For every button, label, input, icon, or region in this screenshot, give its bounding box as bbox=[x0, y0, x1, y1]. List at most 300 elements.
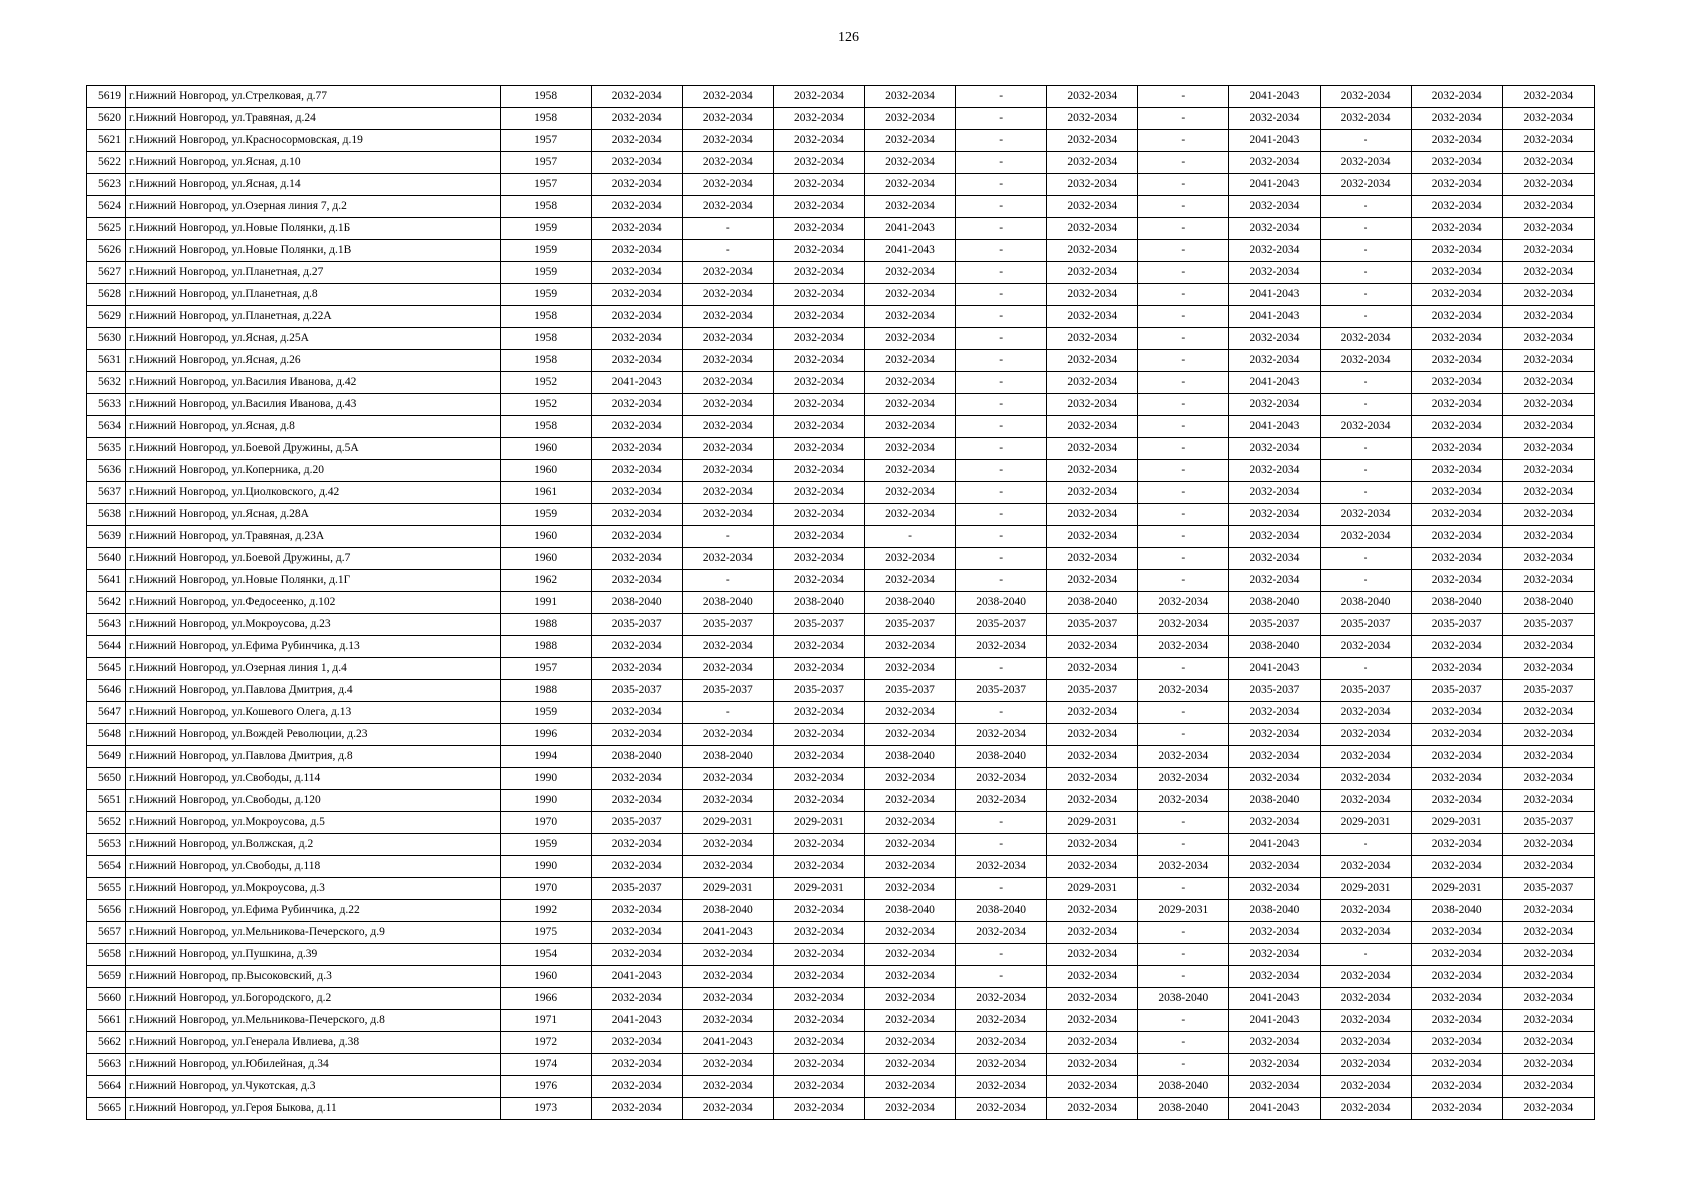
housing-repair-schedule-table bbox=[86, 85, 1595, 1120]
cell-period-1: 2038-2040 bbox=[591, 746, 682, 768]
cell-period-1: 2032-2034 bbox=[591, 284, 682, 306]
cell-period-8: 2032-2034 bbox=[1229, 394, 1320, 416]
cell-period-6: 2032-2034 bbox=[1047, 196, 1138, 218]
cell-period-2: 2032-2034 bbox=[682, 86, 773, 108]
cell-period-11: 2032-2034 bbox=[1502, 416, 1594, 438]
cell-period-9: - bbox=[1320, 306, 1411, 328]
cell-period-4: 2035-2037 bbox=[864, 614, 955, 636]
cell-address: г.Нижний Новгород, ул.Планетная, д.22А bbox=[126, 306, 500, 328]
cell-address: г.Нижний Новгород, ул.Ясная, д.14 bbox=[126, 174, 500, 196]
cell-period-10: 2032-2034 bbox=[1411, 570, 1502, 592]
cell-period-10: 2032-2034 bbox=[1411, 196, 1502, 218]
cell-period-8: 2032-2034 bbox=[1229, 570, 1320, 592]
cell-period-9: - bbox=[1320, 658, 1411, 680]
table-row bbox=[87, 856, 1595, 878]
cell-period-8: 2041-2043 bbox=[1229, 834, 1320, 856]
cell-address: г.Нижний Новгород, ул.Новые Полянки, д.1В bbox=[126, 240, 500, 262]
cell-row-number: 5653 bbox=[87, 834, 126, 856]
table-row bbox=[87, 372, 1595, 394]
cell-period-7: - bbox=[1138, 1032, 1229, 1054]
cell-period-8: 2032-2034 bbox=[1229, 482, 1320, 504]
cell-period-1: 2032-2034 bbox=[591, 416, 682, 438]
cell-address: г.Нижний Новгород, ул.Травяная, д.24 bbox=[126, 108, 500, 130]
cell-period-5: - bbox=[956, 350, 1047, 372]
cell-period-10: 2032-2034 bbox=[1411, 174, 1502, 196]
cell-row-number: 5631 bbox=[87, 350, 126, 372]
cell-period-5: 2032-2034 bbox=[956, 1076, 1047, 1098]
cell-period-3: 2032-2034 bbox=[773, 284, 864, 306]
cell-period-1: 2032-2034 bbox=[591, 658, 682, 680]
cell-period-3: 2032-2034 bbox=[773, 636, 864, 658]
cell-period-6: 2029-2031 bbox=[1047, 878, 1138, 900]
cell-period-6: 2032-2034 bbox=[1047, 152, 1138, 174]
cell-period-9: 2032-2034 bbox=[1320, 152, 1411, 174]
cell-address: г.Нижний Новгород, ул.Мокроусова, д.5 bbox=[126, 812, 500, 834]
cell-period-1: 2041-2043 bbox=[591, 372, 682, 394]
cell-period-5: - bbox=[956, 218, 1047, 240]
cell-period-2: 2041-2043 bbox=[682, 922, 773, 944]
cell-period-8: 2032-2034 bbox=[1229, 812, 1320, 834]
cell-period-3: 2029-2031 bbox=[773, 812, 864, 834]
cell-period-10: 2032-2034 bbox=[1411, 922, 1502, 944]
cell-year-built: 1991 bbox=[500, 592, 591, 614]
cell-address: г.Нижний Новгород, ул.Боевой Дружины, д.5А bbox=[126, 438, 500, 460]
cell-period-11: 2032-2034 bbox=[1502, 548, 1594, 570]
cell-period-7: - bbox=[1138, 240, 1229, 262]
cell-period-9: 2032-2034 bbox=[1320, 790, 1411, 812]
table-row bbox=[87, 416, 1595, 438]
cell-row-number: 5650 bbox=[87, 768, 126, 790]
cell-address: г.Нижний Новгород, ул.Ясная, д.25А bbox=[126, 328, 500, 350]
cell-period-3: 2032-2034 bbox=[773, 988, 864, 1010]
cell-year-built: 1959 bbox=[500, 702, 591, 724]
cell-period-6: 2032-2034 bbox=[1047, 790, 1138, 812]
cell-period-9: 2029-2031 bbox=[1320, 878, 1411, 900]
cell-year-built: 1996 bbox=[500, 724, 591, 746]
cell-period-11: 2032-2034 bbox=[1502, 130, 1594, 152]
cell-period-10: 2032-2034 bbox=[1411, 834, 1502, 856]
cell-period-9: 2032-2034 bbox=[1320, 86, 1411, 108]
cell-period-1: 2032-2034 bbox=[591, 460, 682, 482]
cell-period-7: - bbox=[1138, 944, 1229, 966]
cell-period-9: 2032-2034 bbox=[1320, 504, 1411, 526]
cell-year-built: 1957 bbox=[500, 152, 591, 174]
cell-year-built: 1959 bbox=[500, 262, 591, 284]
cell-period-7: - bbox=[1138, 504, 1229, 526]
cell-address: г.Нижний Новгород, ул.Мельникова-Печерского, д.9 bbox=[126, 922, 500, 944]
cell-address: г.Нижний Новгород, ул.Планетная, д.27 bbox=[126, 262, 500, 284]
cell-year-built: 1958 bbox=[500, 350, 591, 372]
cell-period-2: 2032-2034 bbox=[682, 1076, 773, 1098]
cell-period-5: 2038-2040 bbox=[956, 746, 1047, 768]
cell-period-11: 2032-2034 bbox=[1502, 306, 1594, 328]
cell-period-11: 2032-2034 bbox=[1502, 702, 1594, 724]
cell-year-built: 1974 bbox=[500, 1054, 591, 1076]
cell-row-number: 5632 bbox=[87, 372, 126, 394]
cell-period-4: 2032-2034 bbox=[864, 768, 955, 790]
cell-row-number: 5641 bbox=[87, 570, 126, 592]
cell-period-2: 2029-2031 bbox=[682, 812, 773, 834]
cell-period-4: 2032-2034 bbox=[864, 108, 955, 130]
cell-period-2: 2032-2034 bbox=[682, 768, 773, 790]
cell-period-9: - bbox=[1320, 460, 1411, 482]
cell-period-6: 2032-2034 bbox=[1047, 526, 1138, 548]
cell-year-built: 1957 bbox=[500, 174, 591, 196]
cell-period-7: - bbox=[1138, 460, 1229, 482]
cell-period-1: 2032-2034 bbox=[591, 724, 682, 746]
cell-period-9: 2032-2034 bbox=[1320, 702, 1411, 724]
table-row bbox=[87, 812, 1595, 834]
cell-period-1: 2038-2040 bbox=[591, 592, 682, 614]
cell-period-6: 2032-2034 bbox=[1047, 856, 1138, 878]
cell-period-1: 2032-2034 bbox=[591, 1076, 682, 1098]
cell-period-6: 2029-2031 bbox=[1047, 812, 1138, 834]
cell-period-6: 2032-2034 bbox=[1047, 658, 1138, 680]
cell-period-11: 2032-2034 bbox=[1502, 218, 1594, 240]
cell-period-6: 2032-2034 bbox=[1047, 768, 1138, 790]
cell-period-5: - bbox=[956, 460, 1047, 482]
cell-period-2: 2032-2034 bbox=[682, 658, 773, 680]
cell-address: г.Нижний Новгород, ул.Богородского, д.2 bbox=[126, 988, 500, 1010]
cell-period-4: 2032-2034 bbox=[864, 944, 955, 966]
cell-period-5: 2032-2034 bbox=[956, 636, 1047, 658]
cell-period-8: 2032-2034 bbox=[1229, 438, 1320, 460]
cell-period-5: - bbox=[956, 504, 1047, 526]
cell-period-6: 2032-2034 bbox=[1047, 1032, 1138, 1054]
cell-row-number: 5644 bbox=[87, 636, 126, 658]
cell-period-11: 2032-2034 bbox=[1502, 504, 1594, 526]
cell-period-7: 2038-2040 bbox=[1138, 988, 1229, 1010]
cell-period-10: 2032-2034 bbox=[1411, 636, 1502, 658]
cell-period-4: 2032-2034 bbox=[864, 504, 955, 526]
table-row bbox=[87, 592, 1595, 614]
cell-address: г.Нижний Новгород, ул.Павлова Дмитрия, д.8 bbox=[126, 746, 500, 768]
cell-period-8: 2032-2034 bbox=[1229, 108, 1320, 130]
cell-period-10: 2032-2034 bbox=[1411, 724, 1502, 746]
cell-period-10: 2032-2034 bbox=[1411, 372, 1502, 394]
cell-period-4: 2032-2034 bbox=[864, 548, 955, 570]
cell-period-1: 2032-2034 bbox=[591, 262, 682, 284]
cell-period-1: 2032-2034 bbox=[591, 1054, 682, 1076]
cell-period-5: - bbox=[956, 306, 1047, 328]
cell-period-4: 2032-2034 bbox=[864, 1098, 955, 1120]
cell-period-4: 2032-2034 bbox=[864, 372, 955, 394]
cell-address: г.Нижний Новгород, ул.Озерная линия 1, д.4 bbox=[126, 658, 500, 680]
cell-row-number: 5629 bbox=[87, 306, 126, 328]
cell-period-3: 2032-2034 bbox=[773, 724, 864, 746]
cell-period-6: 2032-2034 bbox=[1047, 416, 1138, 438]
cell-period-11: 2032-2034 bbox=[1502, 526, 1594, 548]
cell-period-4: 2032-2034 bbox=[864, 1054, 955, 1076]
cell-period-2: 2032-2034 bbox=[682, 196, 773, 218]
cell-period-8: 2032-2034 bbox=[1229, 746, 1320, 768]
cell-period-9: - bbox=[1320, 570, 1411, 592]
table-row bbox=[87, 988, 1595, 1010]
cell-row-number: 5661 bbox=[87, 1010, 126, 1032]
cell-period-7: - bbox=[1138, 174, 1229, 196]
cell-period-10: 2032-2034 bbox=[1411, 988, 1502, 1010]
cell-period-11: 2032-2034 bbox=[1502, 482, 1594, 504]
cell-period-4: 2032-2034 bbox=[864, 636, 955, 658]
cell-address: г.Нижний Новгород, ул.Мокроусова, д.23 bbox=[126, 614, 500, 636]
table-row bbox=[87, 86, 1595, 108]
cell-row-number: 5624 bbox=[87, 196, 126, 218]
cell-period-2: 2032-2034 bbox=[682, 636, 773, 658]
cell-period-4: 2032-2034 bbox=[864, 284, 955, 306]
cell-period-10: 2032-2034 bbox=[1411, 86, 1502, 108]
cell-period-9: 2032-2034 bbox=[1320, 922, 1411, 944]
cell-period-1: 2041-2043 bbox=[591, 1010, 682, 1032]
table-row bbox=[87, 504, 1595, 526]
cell-period-7: - bbox=[1138, 570, 1229, 592]
cell-address: г.Нижний Новгород, ул.Ясная, д.28А bbox=[126, 504, 500, 526]
cell-period-9: 2032-2034 bbox=[1320, 966, 1411, 988]
cell-period-3: 2032-2034 bbox=[773, 152, 864, 174]
cell-period-6: 2032-2034 bbox=[1047, 988, 1138, 1010]
cell-period-6: 2032-2034 bbox=[1047, 460, 1138, 482]
cell-period-11: 2032-2034 bbox=[1502, 174, 1594, 196]
cell-period-2: - bbox=[682, 240, 773, 262]
cell-period-3: 2032-2034 bbox=[773, 1054, 864, 1076]
cell-period-2: 2032-2034 bbox=[682, 1010, 773, 1032]
cell-period-3: 2029-2031 bbox=[773, 878, 864, 900]
cell-period-2: 2035-2037 bbox=[682, 680, 773, 702]
cell-period-7: 2032-2034 bbox=[1138, 790, 1229, 812]
table-row bbox=[87, 1010, 1595, 1032]
cell-period-1: 2032-2034 bbox=[591, 438, 682, 460]
cell-period-1: 2032-2034 bbox=[591, 1098, 682, 1120]
cell-period-11: 2035-2037 bbox=[1502, 812, 1594, 834]
cell-row-number: 5654 bbox=[87, 856, 126, 878]
cell-period-2: 2032-2034 bbox=[682, 350, 773, 372]
cell-period-11: 2032-2034 bbox=[1502, 196, 1594, 218]
cell-period-7: 2032-2034 bbox=[1138, 768, 1229, 790]
cell-period-4: 2032-2034 bbox=[864, 702, 955, 724]
cell-period-9: 2032-2034 bbox=[1320, 1098, 1411, 1120]
cell-period-5: - bbox=[956, 966, 1047, 988]
cell-period-8: 2041-2043 bbox=[1229, 130, 1320, 152]
cell-period-5: - bbox=[956, 152, 1047, 174]
cell-period-2: 2032-2034 bbox=[682, 548, 773, 570]
cell-address: г.Нижний Новгород, ул.Вождей Революции, д.23 bbox=[126, 724, 500, 746]
cell-period-3: 2032-2034 bbox=[773, 350, 864, 372]
cell-period-10: 2032-2034 bbox=[1411, 768, 1502, 790]
cell-address: г.Нижний Новгород, ул.Циолковского, д.42 bbox=[126, 482, 500, 504]
cell-period-6: 2032-2034 bbox=[1047, 394, 1138, 416]
cell-period-4: 2032-2034 bbox=[864, 416, 955, 438]
cell-address: г.Нижний Новгород, ул.Ясная, д.10 bbox=[126, 152, 500, 174]
cell-row-number: 5633 bbox=[87, 394, 126, 416]
cell-period-8: 2038-2040 bbox=[1229, 790, 1320, 812]
cell-period-6: 2032-2034 bbox=[1047, 900, 1138, 922]
cell-period-4: 2032-2034 bbox=[864, 328, 955, 350]
cell-period-6: 2032-2034 bbox=[1047, 86, 1138, 108]
cell-period-11: 2032-2034 bbox=[1502, 658, 1594, 680]
cell-period-9: - bbox=[1320, 218, 1411, 240]
cell-row-number: 5642 bbox=[87, 592, 126, 614]
table-row bbox=[87, 262, 1595, 284]
cell-period-11: 2032-2034 bbox=[1502, 1054, 1594, 1076]
cell-period-2: 2032-2034 bbox=[682, 482, 773, 504]
cell-period-7: 2032-2034 bbox=[1138, 636, 1229, 658]
cell-year-built: 1960 bbox=[500, 438, 591, 460]
cell-address: г.Нижний Новгород, ул.Стрелковая, д.77 bbox=[126, 86, 500, 108]
cell-period-3: 2032-2034 bbox=[773, 416, 864, 438]
cell-period-3: 2032-2034 bbox=[773, 768, 864, 790]
cell-period-9: 2032-2034 bbox=[1320, 108, 1411, 130]
cell-period-6: 2032-2034 bbox=[1047, 174, 1138, 196]
table-row bbox=[87, 724, 1595, 746]
cell-address: г.Нижний Новгород, ул.Красносормовская, д.19 bbox=[126, 130, 500, 152]
cell-row-number: 5658 bbox=[87, 944, 126, 966]
table-row bbox=[87, 790, 1595, 812]
cell-period-10: 2035-2037 bbox=[1411, 680, 1502, 702]
page-number: 126 bbox=[838, 30, 859, 45]
cell-period-2: 2032-2034 bbox=[682, 460, 773, 482]
cell-period-8: 2041-2043 bbox=[1229, 416, 1320, 438]
cell-address: г.Нижний Новгород, ул.Василия Иванова, д.43 bbox=[126, 394, 500, 416]
cell-address: г.Нижний Новгород, ул.Волжская, д.2 bbox=[126, 834, 500, 856]
cell-row-number: 5639 bbox=[87, 526, 126, 548]
table-row bbox=[87, 460, 1595, 482]
cell-period-11: 2032-2034 bbox=[1502, 922, 1594, 944]
cell-row-number: 5663 bbox=[87, 1054, 126, 1076]
cell-period-11: 2032-2034 bbox=[1502, 240, 1594, 262]
cell-period-9: 2032-2034 bbox=[1320, 636, 1411, 658]
cell-year-built: 1988 bbox=[500, 636, 591, 658]
cell-period-1: 2035-2037 bbox=[591, 812, 682, 834]
cell-period-9: - bbox=[1320, 482, 1411, 504]
cell-period-8: 2041-2043 bbox=[1229, 284, 1320, 306]
cell-period-9: - bbox=[1320, 262, 1411, 284]
cell-year-built: 1958 bbox=[500, 416, 591, 438]
cell-year-built: 1994 bbox=[500, 746, 591, 768]
cell-period-7: - bbox=[1138, 1010, 1229, 1032]
cell-period-2: 2032-2034 bbox=[682, 306, 773, 328]
cell-period-1: 2032-2034 bbox=[591, 218, 682, 240]
cell-row-number: 5665 bbox=[87, 1098, 126, 1120]
cell-period-8: 2032-2034 bbox=[1229, 350, 1320, 372]
cell-period-7: - bbox=[1138, 218, 1229, 240]
cell-period-11: 2032-2034 bbox=[1502, 86, 1594, 108]
cell-row-number: 5619 bbox=[87, 86, 126, 108]
cell-period-10: 2038-2040 bbox=[1411, 592, 1502, 614]
cell-period-1: 2035-2037 bbox=[591, 878, 682, 900]
cell-address: г.Нижний Новгород, ул.Ефима Рубинчика, д.13 bbox=[126, 636, 500, 658]
cell-period-1: 2032-2034 bbox=[591, 636, 682, 658]
cell-period-6: 2032-2034 bbox=[1047, 922, 1138, 944]
cell-year-built: 1970 bbox=[500, 878, 591, 900]
cell-row-number: 5648 bbox=[87, 724, 126, 746]
cell-row-number: 5625 bbox=[87, 218, 126, 240]
cell-period-7: - bbox=[1138, 922, 1229, 944]
table-row bbox=[87, 1054, 1595, 1076]
cell-period-6: 2032-2034 bbox=[1047, 570, 1138, 592]
cell-row-number: 5622 bbox=[87, 152, 126, 174]
cell-period-2: 2032-2034 bbox=[682, 108, 773, 130]
cell-row-number: 5636 bbox=[87, 460, 126, 482]
cell-address: г.Нижний Новгород, ул.Федосеенко, д.102 bbox=[126, 592, 500, 614]
cell-period-3: 2032-2034 bbox=[773, 526, 864, 548]
cell-period-1: 2032-2034 bbox=[591, 768, 682, 790]
cell-period-3: 2032-2034 bbox=[773, 1098, 864, 1120]
table-row bbox=[87, 174, 1595, 196]
cell-period-11: 2032-2034 bbox=[1502, 790, 1594, 812]
cell-period-6: 2035-2037 bbox=[1047, 680, 1138, 702]
cell-row-number: 5627 bbox=[87, 262, 126, 284]
cell-period-9: - bbox=[1320, 438, 1411, 460]
cell-period-11: 2032-2034 bbox=[1502, 372, 1594, 394]
cell-year-built: 1971 bbox=[500, 1010, 591, 1032]
cell-period-8: 2035-2037 bbox=[1229, 614, 1320, 636]
cell-period-7: - bbox=[1138, 416, 1229, 438]
cell-period-8: 2038-2040 bbox=[1229, 900, 1320, 922]
cell-period-1: 2032-2034 bbox=[591, 834, 682, 856]
cell-period-11: 2035-2037 bbox=[1502, 680, 1594, 702]
cell-period-11: 2032-2034 bbox=[1502, 570, 1594, 592]
cell-period-2: 2038-2040 bbox=[682, 746, 773, 768]
cell-period-7: - bbox=[1138, 372, 1229, 394]
cell-row-number: 5621 bbox=[87, 130, 126, 152]
table-row bbox=[87, 328, 1595, 350]
cell-period-7: - bbox=[1138, 328, 1229, 350]
cell-period-10: 2032-2034 bbox=[1411, 284, 1502, 306]
cell-period-1: 2032-2034 bbox=[591, 394, 682, 416]
cell-period-4: 2032-2034 bbox=[864, 482, 955, 504]
cell-period-1: 2032-2034 bbox=[591, 856, 682, 878]
cell-period-4: 2032-2034 bbox=[864, 306, 955, 328]
cell-period-10: 2032-2034 bbox=[1411, 1032, 1502, 1054]
cell-period-4: - bbox=[864, 526, 955, 548]
cell-period-11: 2035-2037 bbox=[1502, 614, 1594, 636]
cell-address: г.Нижний Новгород, ул.Коперника, д.20 bbox=[126, 460, 500, 482]
cell-period-2: 2032-2034 bbox=[682, 1054, 773, 1076]
table-row bbox=[87, 834, 1595, 856]
cell-period-9: 2032-2034 bbox=[1320, 1054, 1411, 1076]
cell-period-9: 2032-2034 bbox=[1320, 174, 1411, 196]
cell-period-2: 2032-2034 bbox=[682, 394, 773, 416]
cell-year-built: 1958 bbox=[500, 86, 591, 108]
cell-period-7: - bbox=[1138, 262, 1229, 284]
cell-period-6: 2032-2034 bbox=[1047, 548, 1138, 570]
cell-period-10: 2032-2034 bbox=[1411, 394, 1502, 416]
cell-year-built: 1958 bbox=[500, 328, 591, 350]
cell-period-8: 2032-2034 bbox=[1229, 152, 1320, 174]
cell-period-6: 2032-2034 bbox=[1047, 350, 1138, 372]
cell-year-built: 1988 bbox=[500, 614, 591, 636]
cell-period-11: 2032-2034 bbox=[1502, 394, 1594, 416]
cell-period-3: 2032-2034 bbox=[773, 1010, 864, 1032]
cell-period-5: 2032-2034 bbox=[956, 724, 1047, 746]
cell-period-1: 2032-2034 bbox=[591, 702, 682, 724]
cell-period-7: 2038-2040 bbox=[1138, 1098, 1229, 1120]
cell-period-11: 2032-2034 bbox=[1502, 438, 1594, 460]
cell-period-5: 2038-2040 bbox=[956, 592, 1047, 614]
cell-period-4: 2041-2043 bbox=[864, 240, 955, 262]
cell-year-built: 1962 bbox=[500, 570, 591, 592]
cell-period-5: - bbox=[956, 372, 1047, 394]
cell-address: г.Нижний Новгород, ул.Свободы, д.118 bbox=[126, 856, 500, 878]
table-row bbox=[87, 702, 1595, 724]
cell-year-built: 1960 bbox=[500, 548, 591, 570]
cell-period-11: 2032-2034 bbox=[1502, 746, 1594, 768]
cell-period-6: 2032-2034 bbox=[1047, 482, 1138, 504]
cell-address: г.Нижний Новгород, ул.Героя Быкова, д.11 bbox=[126, 1098, 500, 1120]
cell-period-6: 2032-2034 bbox=[1047, 944, 1138, 966]
cell-year-built: 1973 bbox=[500, 1098, 591, 1120]
cell-period-10: 2032-2034 bbox=[1411, 548, 1502, 570]
cell-period-10: 2032-2034 bbox=[1411, 328, 1502, 350]
